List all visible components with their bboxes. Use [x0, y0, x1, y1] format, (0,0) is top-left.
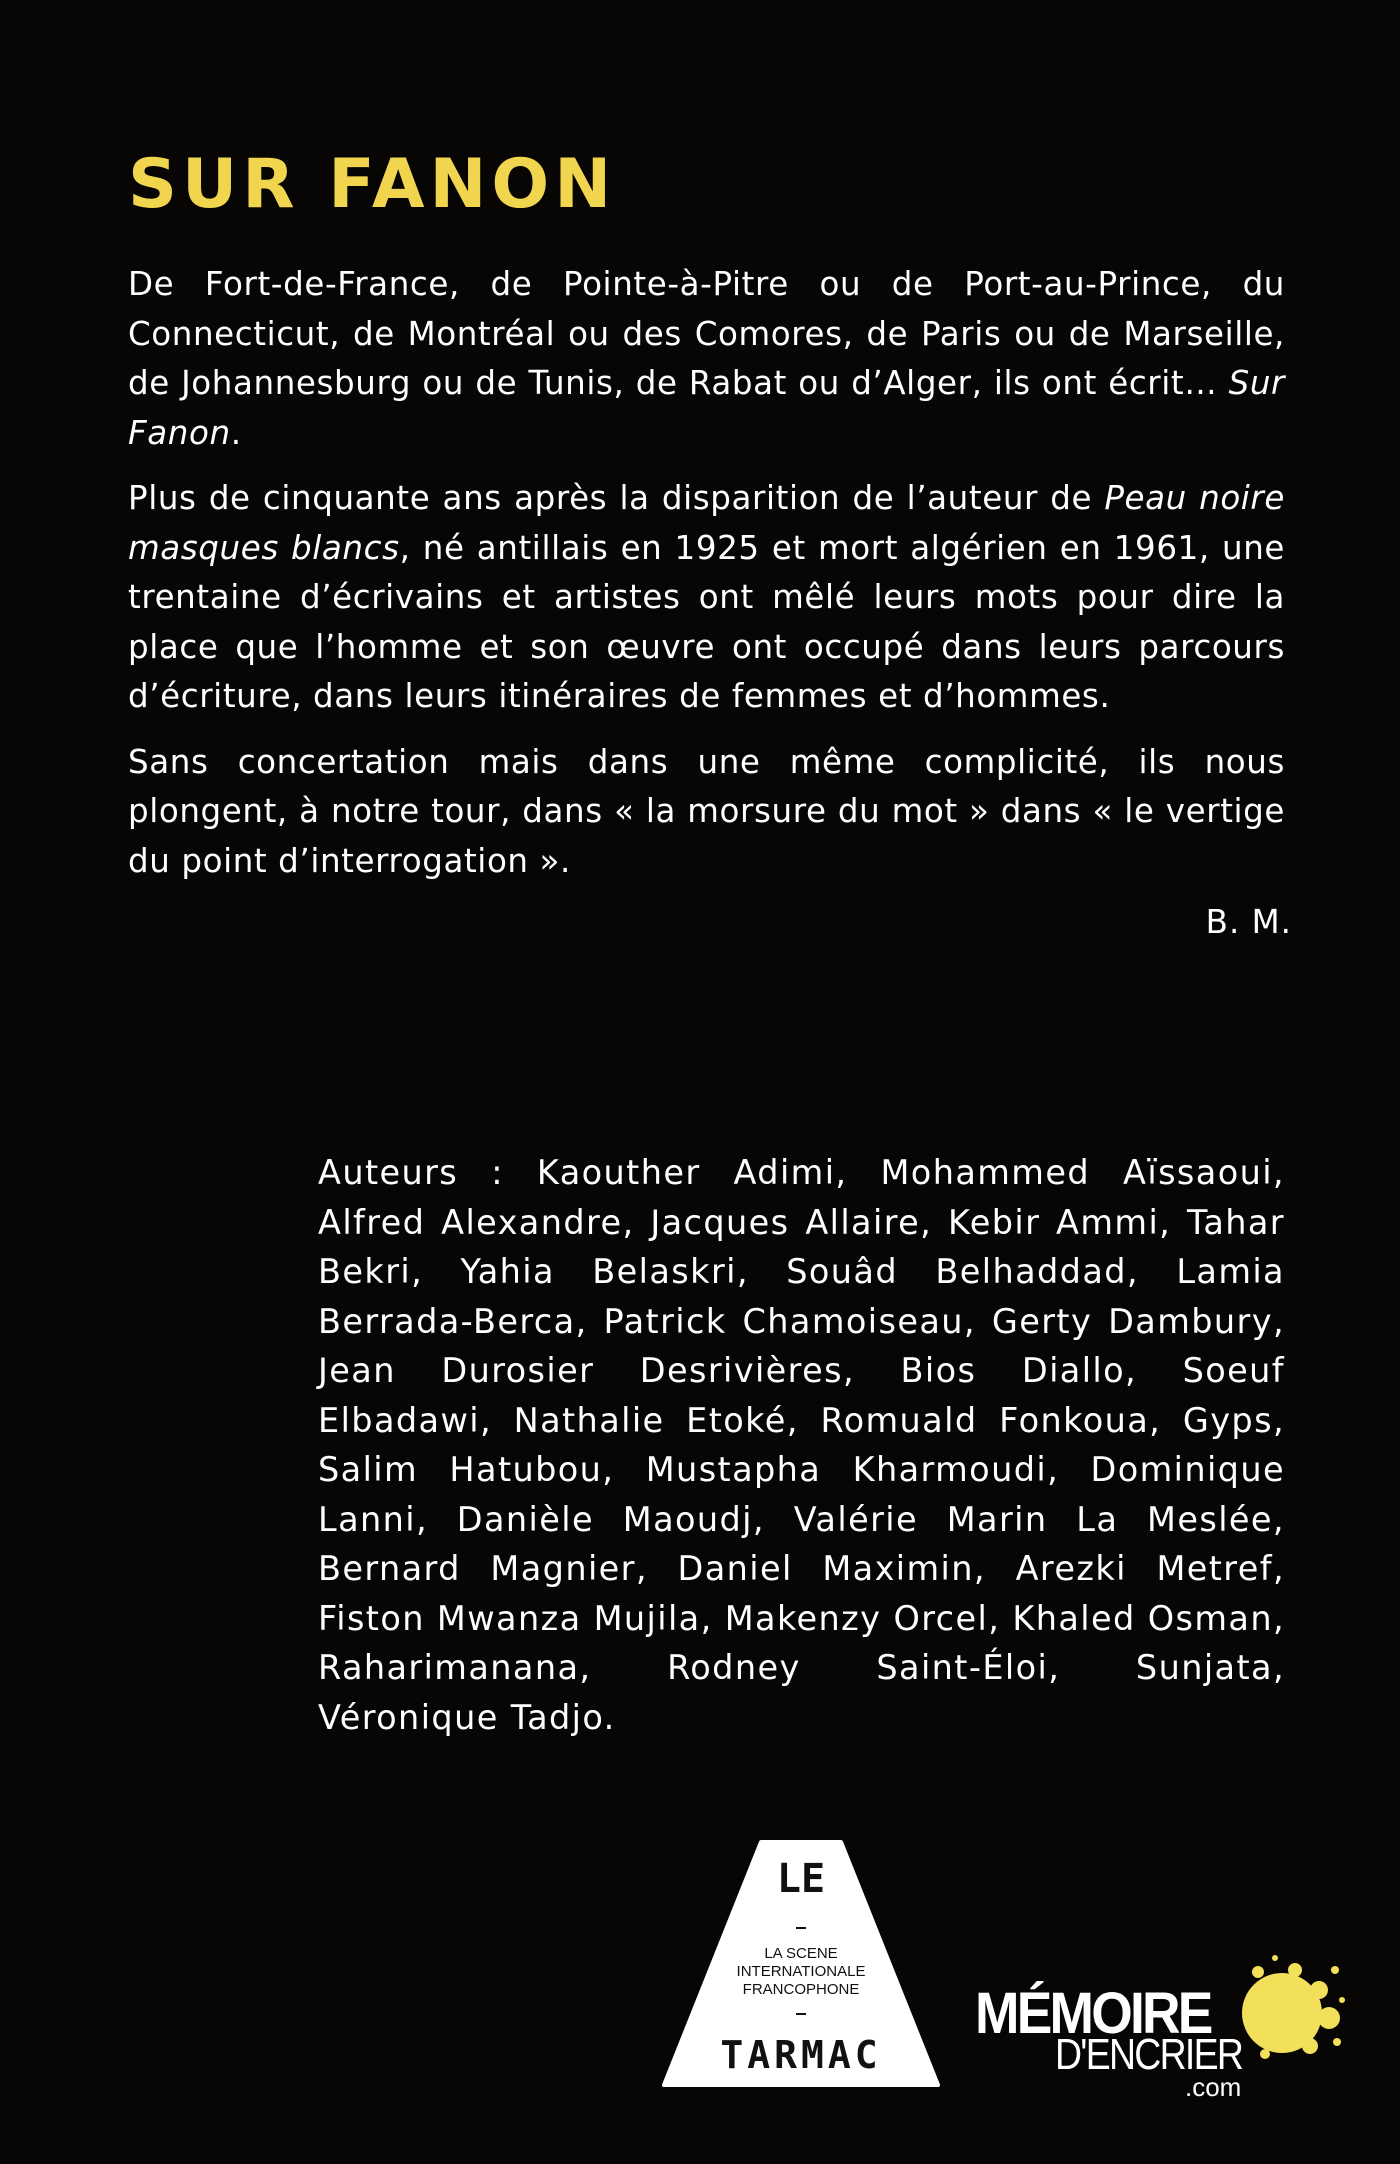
blurb-paragraph-1: De Fort-de-France, de Pointe-à-Pitre ou de Port-au-Prince, du Connecticut, de Montréal ou des Comores, de Paris ou de Marseille, de Johannesburg ou de Tunis, de Rabat ou d’Alger, ils ont écrit… Sur Fanon.	[128, 265, 1285, 452]
book-title: SUR FANON	[128, 145, 617, 224]
memoire-dencrier-logo	[975, 1950, 1345, 2100]
tarmac-logo	[656, 1830, 946, 2095]
memoire-logo-line2: D'ENCRIER	[1055, 2030, 1243, 2079]
blurb-paragraph-3: Sans concertation mais dans une même complicité, ils nous plongent, à notre tour, dans « la morsure du mot » dans « le vertige du point d’interrogation ».	[128, 742, 1285, 880]
authors-list: Auteurs : Kaouther Adimi, Mohammed Aïssaoui, Alfred Alexandre, Jacques Allaire, Kebir Ammi, Tahar Bekri, Yahia Belaskri, Souâd Belhaddad, Lamia Berrada-Berca, Patrick Chamoiseau, Gerty Dambury, Jean Durosier Desrivières, Bios Diallo, Soeuf Elbadawi, Nathalie Etoké, Romuald Fonkoua, Gyps, Salim Hatubou, Mustapha Kharmoudi, Dominique Lanni, Danièle Maoudj, Valérie Marin La Meslée, Bernard Magnier, Daniel Maximin, Arezki Metref, Fiston Mwanza Mujila, Makenzy Orcel, Khaled Osman, Raharimanana, Rodney Saint-Éloi, Sunjata, Véronique Tadjo.	[318, 1153, 1285, 1737]
tarmac-logo-bottom: TARMAC	[720, 2033, 882, 2077]
tarmac-logo-line3: FRANCOPHONE	[742, 1981, 860, 1998]
tarmac-logo-line2: INTERNATIONALE	[736, 1963, 866, 1980]
tarmac-logo-top: LE	[776, 1856, 826, 1902]
blurb-paragraph-2: Plus de cinquante ans après la disparition de l’auteur de Peau noire masques blancs, né antillais en 1925 et mort algérien en 1961, une trentaine d’écrivains et artistes ont mêlé leurs mots pour dire la place que l’homme et son œuvre ont occupé dans leurs parcours d’écriture, dans leurs itinéraires de femmes et d’hommes.	[128, 479, 1285, 715]
tarmac-logo-line1: LA SCENE	[764, 1945, 838, 1962]
memoire-logo-line1: MÉMOIRE	[975, 1981, 1211, 2046]
signature: B. M.	[1205, 903, 1292, 941]
memoire-logo-line3: .com	[1185, 2072, 1242, 2102]
blurb	[128, 260, 1285, 902]
